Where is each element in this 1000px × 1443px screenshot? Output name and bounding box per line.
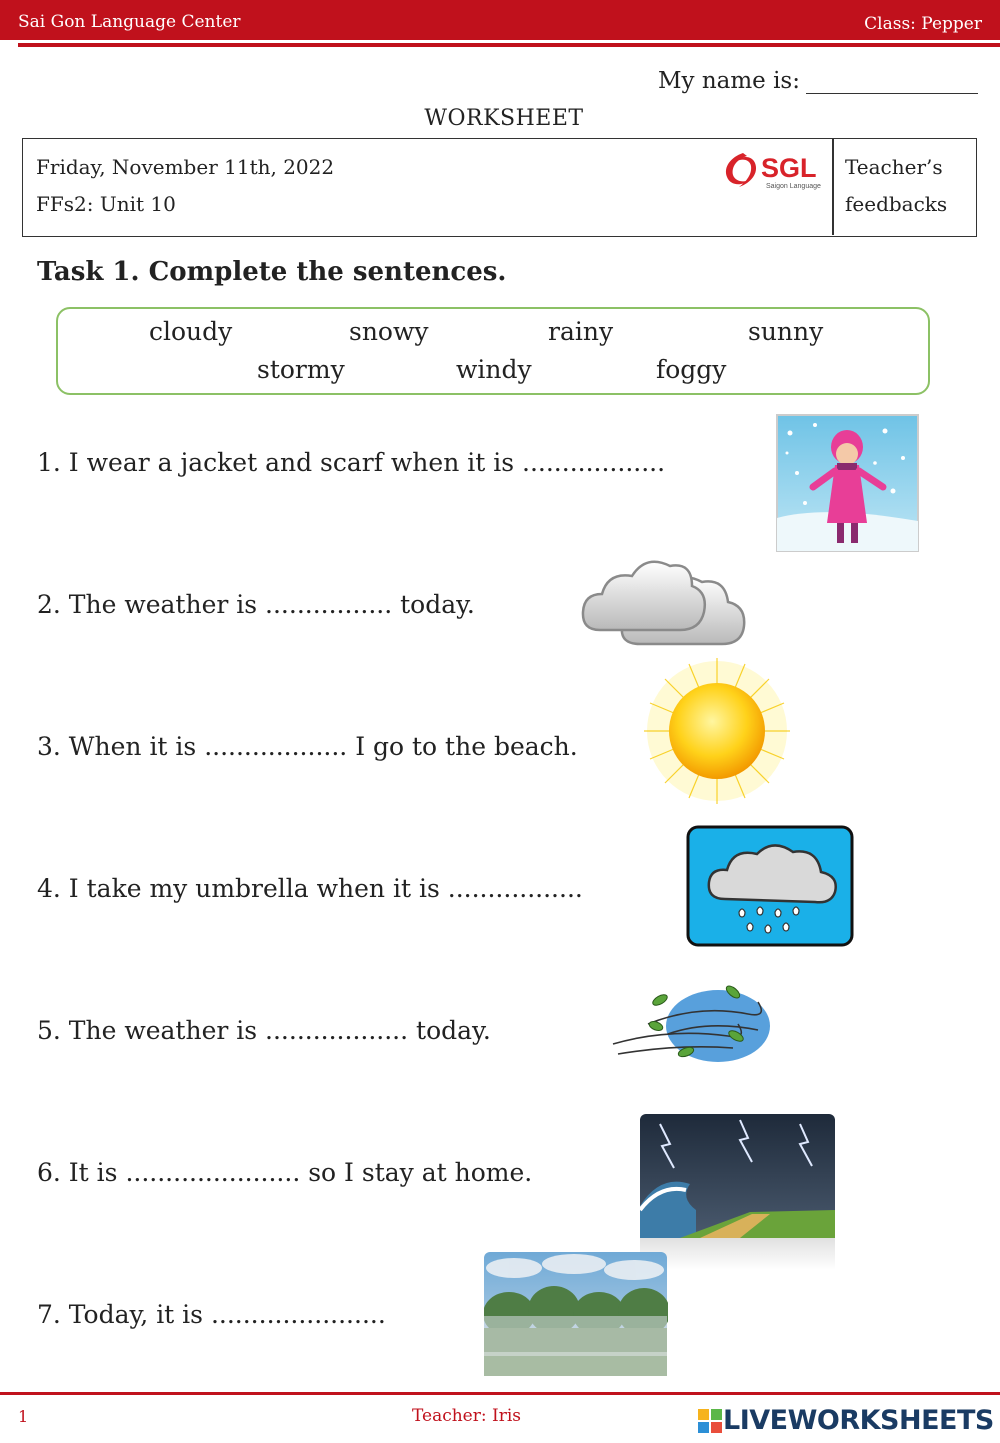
fog-image [484, 1252, 668, 1378]
wind-image [608, 974, 778, 1074]
sentence-5[interactable]: 5. The weather is .................. today. [37, 1016, 491, 1045]
sentence-6[interactable]: 6. It is ...................... so I stay at home. [37, 1158, 533, 1187]
word-item: windy [456, 355, 532, 384]
feedback-label-line1: Teacher’s [845, 155, 943, 179]
name-label: My name is: [657, 68, 800, 94]
page-number: 1 [18, 1407, 29, 1426]
feedback-label-line2: feedbacks [845, 192, 948, 216]
worksheet-title: WORKSHEET [424, 106, 584, 131]
center-name: Sai Gon Language Center [18, 12, 241, 32]
sentence-7[interactable]: 7. Today, it is ...................... [37, 1300, 386, 1329]
feedback-divider [832, 139, 834, 235]
date-text: Friday, November 11th, 2022 [36, 155, 335, 179]
sentence-4[interactable]: 4. I take my umbrella when it is ................. [37, 874, 583, 903]
sun-image [642, 656, 792, 806]
teacher-name: Teacher: Iris [412, 1406, 522, 1426]
class-label: Class: Pepper [864, 14, 982, 34]
liveworksheets-logo[interactable] [697, 1405, 994, 1436]
word-item: foggy [656, 355, 727, 384]
word-item: sunny [748, 317, 824, 346]
sentence-3[interactable]: 3. When it is .................. I go to the beach. [37, 732, 578, 761]
snowy-girl-image [775, 413, 920, 553]
word-item: cloudy [149, 317, 233, 346]
liveworksheets-text: LIVEWORKSHEETS [723, 1405, 994, 1436]
liveworksheets-icon [697, 1408, 723, 1434]
sgl-logo [721, 147, 831, 193]
word-item: rainy [548, 317, 614, 346]
name-input-line[interactable] [806, 64, 978, 94]
rain-cloud-image [685, 824, 857, 948]
word-bank [56, 307, 930, 395]
word-item: stormy [257, 355, 345, 384]
info-box [22, 138, 977, 237]
storm-image [640, 1114, 836, 1270]
name-row [658, 64, 978, 94]
unit-text: FFs2: Unit 10 [36, 192, 176, 216]
header-divider-line [18, 43, 1000, 47]
task-title: Task 1. Complete the sentences. [37, 257, 507, 287]
sentence-2[interactable]: 2. The weather is ................ today. [37, 590, 475, 619]
sentence-1[interactable]: 1. I wear a jacket and scarf when it is .................. [37, 448, 666, 477]
word-item: snowy [349, 317, 429, 346]
footer-divider-line [0, 1392, 1000, 1395]
logo-text: SGL [761, 153, 817, 183]
cloud-image [580, 532, 748, 648]
logo-subtext: Saigon Language [766, 183, 821, 190]
